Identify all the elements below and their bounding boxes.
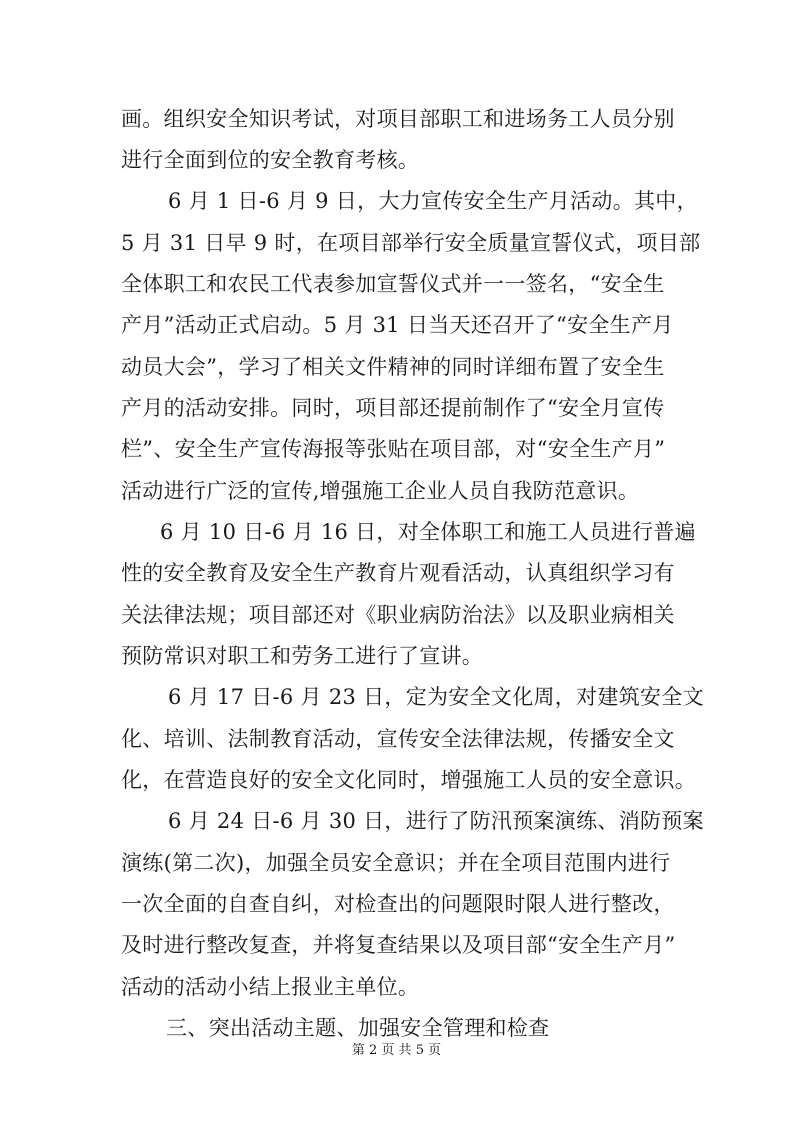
text-line: 画。组织安全知识考试，对项目部职工和进场务工人员分别 bbox=[121, 107, 675, 131]
text-line: 产月”活动正式启动。5 月 31 日当天还召开了“安全生产月 bbox=[121, 313, 674, 337]
text-line: 动员大会”，学习了相关文件精神的同时详细布置了安全生 bbox=[121, 355, 665, 379]
text-line: 全体职工和农民工代表参加宣誓仪式并一一签名，“安全生 bbox=[121, 272, 665, 296]
text-line: 演练(第二次)，加强全员安全意识；并在全项目范围内进行 bbox=[121, 851, 671, 875]
text-line: 栏”、安全生产宣传海报等张贴在项目部，对“安全生产月” bbox=[121, 437, 666, 461]
text-line: 化、培训、法制教育活动，宣传安全法律法规，传播安全文 bbox=[121, 727, 675, 751]
text-line: 预防常识对职工和劳务工进行了宣讲。 bbox=[121, 644, 484, 668]
text-line: 6 月 17 日-6 月 23 日，定为安全文化周，对建筑安全文 bbox=[168, 685, 704, 709]
section-heading: 三、突出活动主题、加强安全管理和检查 bbox=[166, 1016, 550, 1040]
text-line: 性的安全教育及安全生产教育片观看活动，认真组织学习有 bbox=[121, 561, 675, 585]
text-line: 进行全面到位的安全教育考核。 bbox=[121, 148, 420, 172]
text-line: 产月的活动安排。同时，项目部还提前制作了“安全月宣传 bbox=[121, 396, 665, 420]
text-line: 活动进行广泛的宣传,增强施工企业人员自我防范意识。 bbox=[121, 479, 640, 503]
text-line: 及时进行整改复查，并将复查结果以及项目部“安全生产月” bbox=[121, 933, 676, 957]
text-line: 6 月 24 日-6 月 30 日，进行了防汛预案演练、消防预案 bbox=[168, 809, 704, 833]
text-line: 活动的活动小结上报业主单位。 bbox=[121, 975, 420, 999]
text-line: 6 月 1 日-6 月 9 日，大力宣传安全生产月活动。其中， bbox=[168, 189, 698, 213]
text-line: 关法律法规；项目部还对《职业病防治法》以及职业病相关 bbox=[121, 603, 675, 627]
text-line: 化，在营造良好的安全文化同时，增强施工人员的安全意识。 bbox=[121, 768, 697, 792]
text-line: 一次全面的自查自纠，对检查出的问题限时限人进行整改， bbox=[121, 892, 675, 916]
page-number: 第 2 页 共 5 页 bbox=[351, 1043, 442, 1058]
text-line: 5 月 31 日早 9 时，在项目部举行安全质量宣誓仪式，项目部 bbox=[121, 231, 701, 255]
text-line: 6 月 10 日-6 月 16 日，对全体职工和施工人员进行普遍 bbox=[160, 520, 696, 544]
